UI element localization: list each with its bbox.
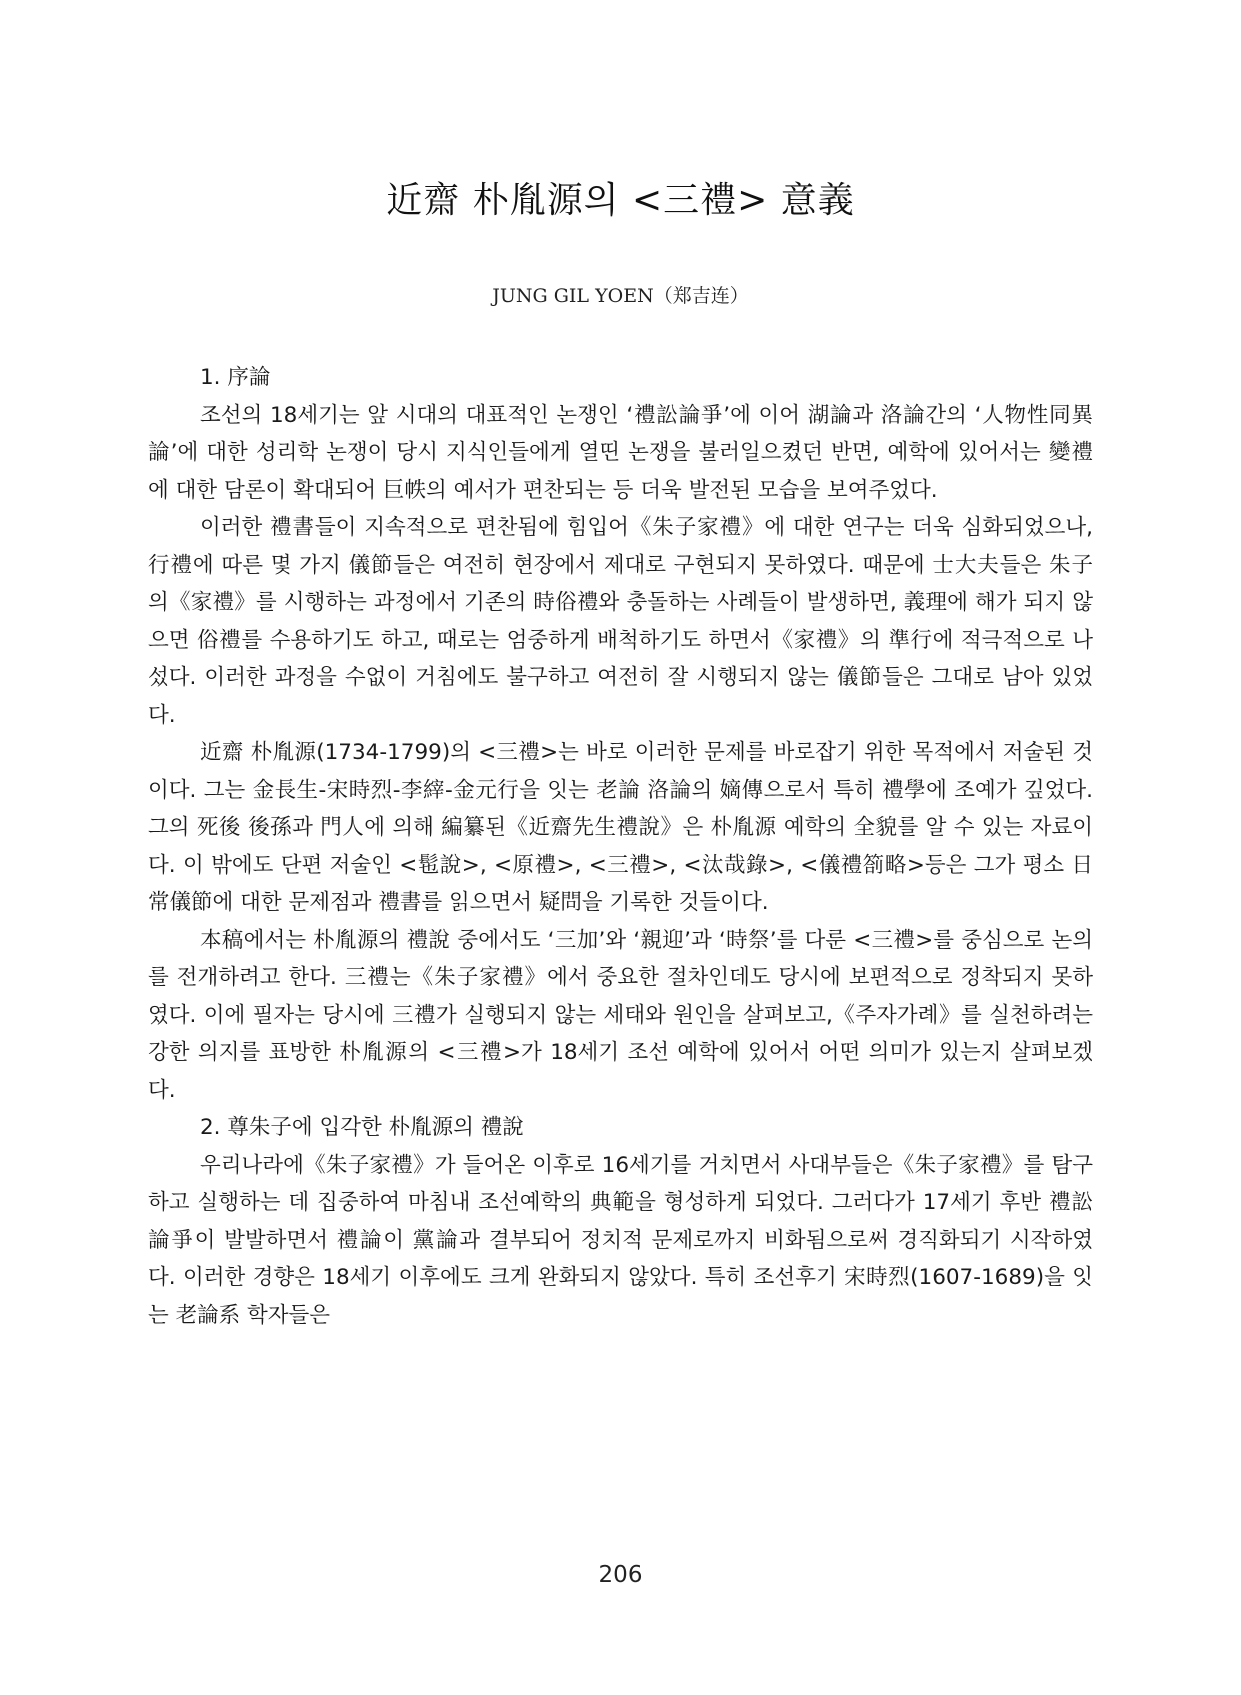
body-text xyxy=(148,359,1093,1334)
paragraph: 本稿에서는 朴胤源의 禮說 중에서도 ‘三加’와 ‘親迎’과 ‘時祭’를 다룬 <三禮>를 중심으로 논의를 전개하려고 한다. 三禮는《朱子家禮》에서 중요한 절차인데도 당시에 보편적으로 정착되지 못하였다. 이에 필자는 당시에 三禮가 실행되지 않는 세태와 원인을 살펴보고,《주자가례》를 실천하려는 강한 의지를 표방한 朴胤源의 <三禮>가 18세기 조선 예학에 있어서 어떤 의미가 있는지 살펴보겠다. xyxy=(148,927,1093,1103)
paragraph: 조선의 18세기는 앞 시대의 대표적인 논쟁인 ‘禮訟論爭’에 이어 湖論과 洛論간의 ‘人物性同異論’에 대한 성리학 논쟁이 당시 지식인들에게 열띤 논쟁을 불러일으켰던 반면, 예학에 있어서는 變禮에 대한 담론이 확대되어 巨帙의 예서가 편찬되는 등 더욱 발전된 모습을 보여주었다. xyxy=(148,402,1093,503)
section-heading-introduction: 1. 序論 xyxy=(200,365,271,390)
page-number: 206 xyxy=(598,1562,643,1588)
author-line: JUNG GIL YOEN（郑吉连） xyxy=(492,285,749,307)
paragraph: 우리나라에《朱子家禮》가 들어온 이후로 16세기를 거치면서 사대부들은《朱子家禮》를 탐구하고 실행하는 데 집중하여 마침내 조선예학의 典範을 형성하게 되었다. 그러다가 17세기 후반 禮訟論爭이 발발하면서 禮論이 黨論과 결부되어 정치적 문제로까지 비화됨으로써 경직화되기 시작하였다. 이러한 경향은 18세기 이후에도 크게 완화되지 않았다. 특히 조선후기 宋時烈(1607-1689)을 잇는 老論系 학자들은 xyxy=(148,1152,1093,1328)
paragraph: 近齋 朴胤源(1734-1799)의 <三禮>는 바로 이러한 문제를 바로잡기 위한 목적에서 저술된 것이다. 그는 金長生-宋時烈-李縡-金元行을 잇는 老論 洛論의 嫡傳으로서 특히 禮學에 조예가 깊었다. 그의 死後 後孫과 門人에 의해 編纂된《近齋先生禮說》은 朴胤源 예학의 全貌를 알 수 있는 자료이다. 이 밖에도 단편 저술인 <髢說>, <原禮>, <三禮>, <汰哉錄>, <儀禮箚略>등은 그가 평소 日常儀節에 대한 문제점과 禮書를 읽으면서 疑問을 기록한 것들이다. xyxy=(148,740,1093,915)
paper-title: 近齋 朴胤源의 <三禮> 意義 xyxy=(386,180,855,221)
paragraph: 이러한 禮書들이 지속적으로 편찬됨에 힘입어《朱子家禮》에 대한 연구는 더욱 심화되었으나, 行禮에 따른 몇 가지 儀節들은 여전히 현장에서 제대로 구현되지 못하였다. 때문에 士大夫들은 朱子의《家禮》를 시행하는 과정에서 기존의 時俗禮와 충돌하는 사례들이 발생하면, 義理에 해가 되지 않으면 俗禮를 수용하기도 하고, 때로는 엄중하게 배척하기도 하면서《家禮》의 準行에 적극적으로 나섰다. 이러한 과정을 수없이 거침에도 불구하고 여전히 잘 시행되지 않는 儀節들은 그대로 남아 있었다. xyxy=(148,515,1093,728)
section-heading-2: 2. 尊朱子에 입각한 朴胤源의 禮說 xyxy=(200,1115,524,1140)
